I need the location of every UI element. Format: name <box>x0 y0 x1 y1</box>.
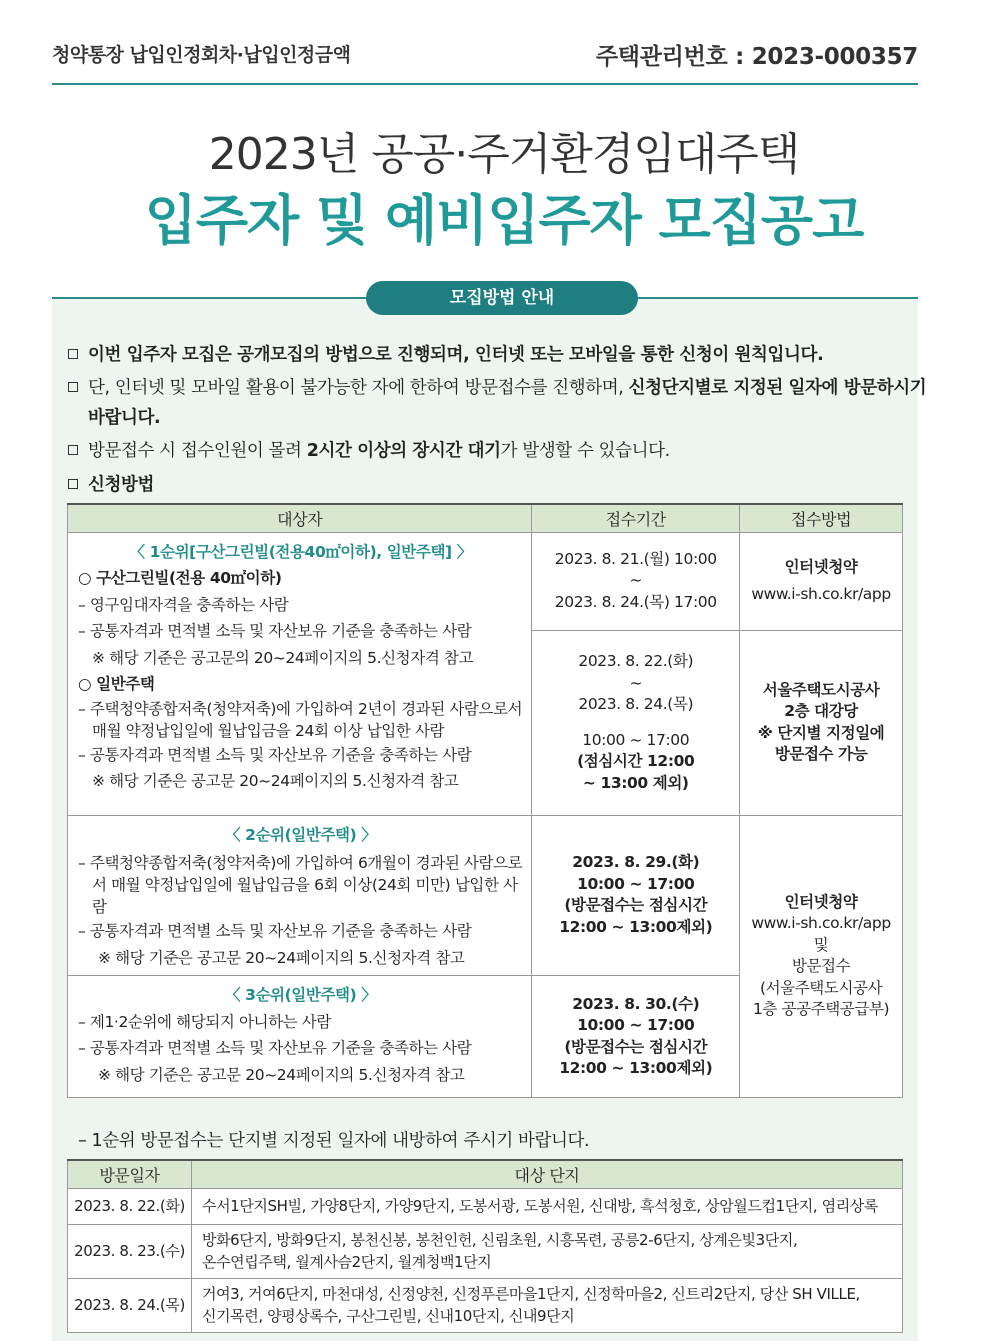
bullet-3: 방문접수 시 접수인원이 몰려 2시간 이상의 장시간 대기가 발생할 수 있습니다. <box>68 436 670 466</box>
complex-line1: 수서1단지SH빌, 가양8단지, 가양9단지, 도봉서광, 도봉서원, 신대방, 흑석청호, 상암월드컵1단지, 염리상록 <box>202 1197 878 1215</box>
rank23-url: www.i-sh.co.kr/app <box>751 914 891 933</box>
rank2-target-cell <box>68 815 532 976</box>
bullet-2: 단, 인터넷 및 모바일 활용이 불가능한 자에 한하여 방문접수를 진행하며, 신청단지별로 지정된 일자에 방문하시기 바랍니다. <box>68 373 926 433</box>
period-tilde: ~ <box>629 571 643 590</box>
table-row <box>68 1188 903 1224</box>
bullet-4: 신청방법 <box>68 470 154 500</box>
rank2-heading: 〈 2순위(일반주택) 〉 <box>224 825 377 844</box>
column-header-target: 대상자 <box>68 504 532 532</box>
rank2-line2: 서 매월 약정납입일에 월납입금을 6회 이상(24회 미만) 납입한 사람 <box>92 876 518 916</box>
rank2-lunch: (방문접수는 점심시간 <box>564 896 708 915</box>
rank1-line3: ※ 해당 기준은 공고문의 20~24페이지의 5.신청자격 참고 <box>92 648 474 667</box>
visit-hours: 10:00 ~ 17:00 <box>582 730 690 749</box>
visit-end: 2023. 8. 24.(목) <box>578 695 694 714</box>
visit-date: 2023. 8. 23.(수) <box>68 1224 192 1278</box>
rank1-visit-period <box>532 630 740 815</box>
visit-place: 서울주택도시공사 <box>762 680 880 699</box>
housing-management-number: 주택관리번호 : 2023-000357 <box>595 44 918 70</box>
visit-start: 2023. 8. 22.(화) <box>578 652 694 671</box>
square-bullet-icon <box>68 349 78 359</box>
complex-line2: 온수연립주택, 월계사슴2단지, 월계청백1단지 <box>202 1253 492 1271</box>
application-method-table <box>67 503 903 1098</box>
table-row <box>68 1278 903 1332</box>
complex-list <box>192 1278 903 1332</box>
complex-line1: 방화6단지, 방화9단지, 봉천신봉, 봉천인헌, 신림초원, 시흥목련, 공릉2-6단지, 상계은빛3단지, <box>202 1231 798 1249</box>
rank3-target-cell <box>68 976 532 1098</box>
rank1-line4: – 주택청약종합저축(청약저축)에 가입하여 2년이 경과된 사람으로서 <box>78 699 523 718</box>
rank1-internet-method <box>740 532 903 630</box>
rank1-sub1: ○ 구산그린빌(전용 40㎡이하) <box>78 569 282 587</box>
rank3-line3: ※ 해당 기준은 공고문 20~24페이지의 5.신청자격 참고 <box>98 1065 465 1084</box>
method-url: www.i-sh.co.kr/app <box>751 585 891 604</box>
rank23-place: (서울주택도시공사 <box>759 978 883 997</box>
visit-schedule-table <box>67 1159 903 1333</box>
rank2-period <box>532 815 740 976</box>
period-start: 2023. 8. 21.(월) 10:00 <box>554 549 717 568</box>
rank2-line3: – 공통자격과 면적별 소득 및 자산보유 기준을 충족하는 사람 <box>78 922 472 940</box>
method-internet: 인터넷청약 <box>784 557 858 576</box>
rank1-visit-method <box>740 630 903 815</box>
column-header-visit-date: 방문일자 <box>68 1160 192 1188</box>
rank23-and: 및 <box>813 935 829 954</box>
header-left-label: 청약통장 납입인정회차·납입인정금액 <box>52 44 351 66</box>
square-bullet-icon <box>68 445 78 455</box>
period-end: 2023. 8. 24.(목) 17:00 <box>554 592 717 611</box>
rank1-target-cell <box>68 532 532 815</box>
rank23-dept: 1층 공공주택공급부) <box>752 1000 890 1019</box>
column-header-complexes: 대상 단지 <box>192 1160 903 1188</box>
section-label: 모집방법 안내 <box>366 281 638 315</box>
rank2-lunch-end: 12:00 ~ 13:00제외) <box>559 917 713 936</box>
square-bullet-icon <box>68 382 78 392</box>
visit-lunch: (점심시간 12:00 <box>577 752 695 771</box>
visit-lunch-end: ~ 13:00 제외) <box>582 773 689 792</box>
column-header-period: 접수기간 <box>532 504 740 532</box>
rank3-period <box>532 976 740 1098</box>
visit-note2: 방문접수 가능 <box>774 745 868 764</box>
visit-note: ※ 단지별 지정일에 <box>757 723 885 742</box>
rank2-date: 2023. 8. 29.(화) <box>572 853 700 872</box>
square-bullet-icon <box>68 479 78 489</box>
header-divider <box>52 83 918 85</box>
rank23-internet: 인터넷청약 <box>784 892 858 911</box>
visit-spacer <box>532 716 739 730</box>
rank23-method <box>740 815 903 1098</box>
bullet-1: 이번 입주자 모집은 공개모집의 방법으로 진행되며, 인터넷 또는 모바일을 통한 신청이 원칙입니다. <box>68 340 823 370</box>
rank3-date: 2023. 8. 30.(수) <box>572 994 700 1013</box>
visit-tilde: ~ <box>629 673 643 692</box>
rank3-lunch-end: 12:00 ~ 13:00제외) <box>559 1059 713 1077</box>
rank1-line5: 매월 약정납입일에 월납입금을 24회 이상 납입한 사람 <box>92 721 445 740</box>
rank1-line1: – 영구임대자격을 충족하는 사람 <box>78 595 289 614</box>
rank23-visit: 방문접수 <box>791 957 851 976</box>
rank3-hours: 10:00 ~ 17:00 <box>577 1016 695 1034</box>
rank1-internet-period <box>532 532 740 630</box>
visit-date: 2023. 8. 22.(화) <box>68 1188 192 1224</box>
visit-room: 2층 대강당 <box>784 702 858 721</box>
visit-date-note: – 1순위 방문접수는 단지별 지정된 일자에 내방하여 주시기 바랍니다. <box>78 1131 590 1151</box>
rank1-heading: 〈 1순위[구산그린빌(전용40㎡이하), 일반주택] 〉 <box>129 542 472 561</box>
complex-line2: 신기목련, 양평상록수, 구산그린빌, 신내10단지, 신내9단지 <box>202 1307 575 1325</box>
rank1-sub2: ○ 일반주택 <box>78 675 155 693</box>
rank3-line2: – 공통자격과 면적별 소득 및 자산보유 기준을 충족하는 사람 <box>78 1039 472 1057</box>
table-row <box>68 1224 903 1278</box>
rank2-line1: – 주택청약종합저축(청약저축)에 가입하여 6개월이 경과된 사람으로 <box>78 854 523 872</box>
rank1-line6: – 공통자격과 면적별 소득 및 자산보유 기준을 충족하는 사람 <box>78 745 472 764</box>
rank1-line2: – 공통자격과 면적별 소득 및 자산보유 기준을 충족하는 사람 <box>78 622 472 640</box>
complex-line1: 거여3, 거여6단지, 마천대성, 신정양천, 신정푸른마을1단지, 신정학마을2, 신트리2단지, 당산 SH VILLE, <box>202 1285 860 1303</box>
rank3-line1: – 제1·2순위에 해당되지 아니하는 사람 <box>78 1012 331 1031</box>
page-title-line1: 2023년 공공·주거환경임대주택 <box>208 129 800 180</box>
page-title-line2: 입주자 및 예비입주자 모집공고 <box>144 189 864 252</box>
column-header-method: 접수방법 <box>740 504 903 532</box>
rank1-line7: ※ 해당 기준은 공고문 20~24페이지의 5.신청자격 참고 <box>92 772 459 790</box>
rank2-line4: ※ 해당 기준은 공고문 20~24페이지의 5.신청자격 참고 <box>98 948 465 967</box>
rank3-lunch: (방문접수는 점심시간 <box>564 1037 708 1056</box>
complex-list <box>192 1188 903 1224</box>
rank3-heading: 〈 3순위(일반주택) 〉 <box>224 986 377 1004</box>
rank2-hours: 10:00 ~ 17:00 <box>577 874 695 893</box>
visit-date: 2023. 8. 24.(목) <box>68 1278 192 1332</box>
complex-list <box>192 1224 903 1278</box>
